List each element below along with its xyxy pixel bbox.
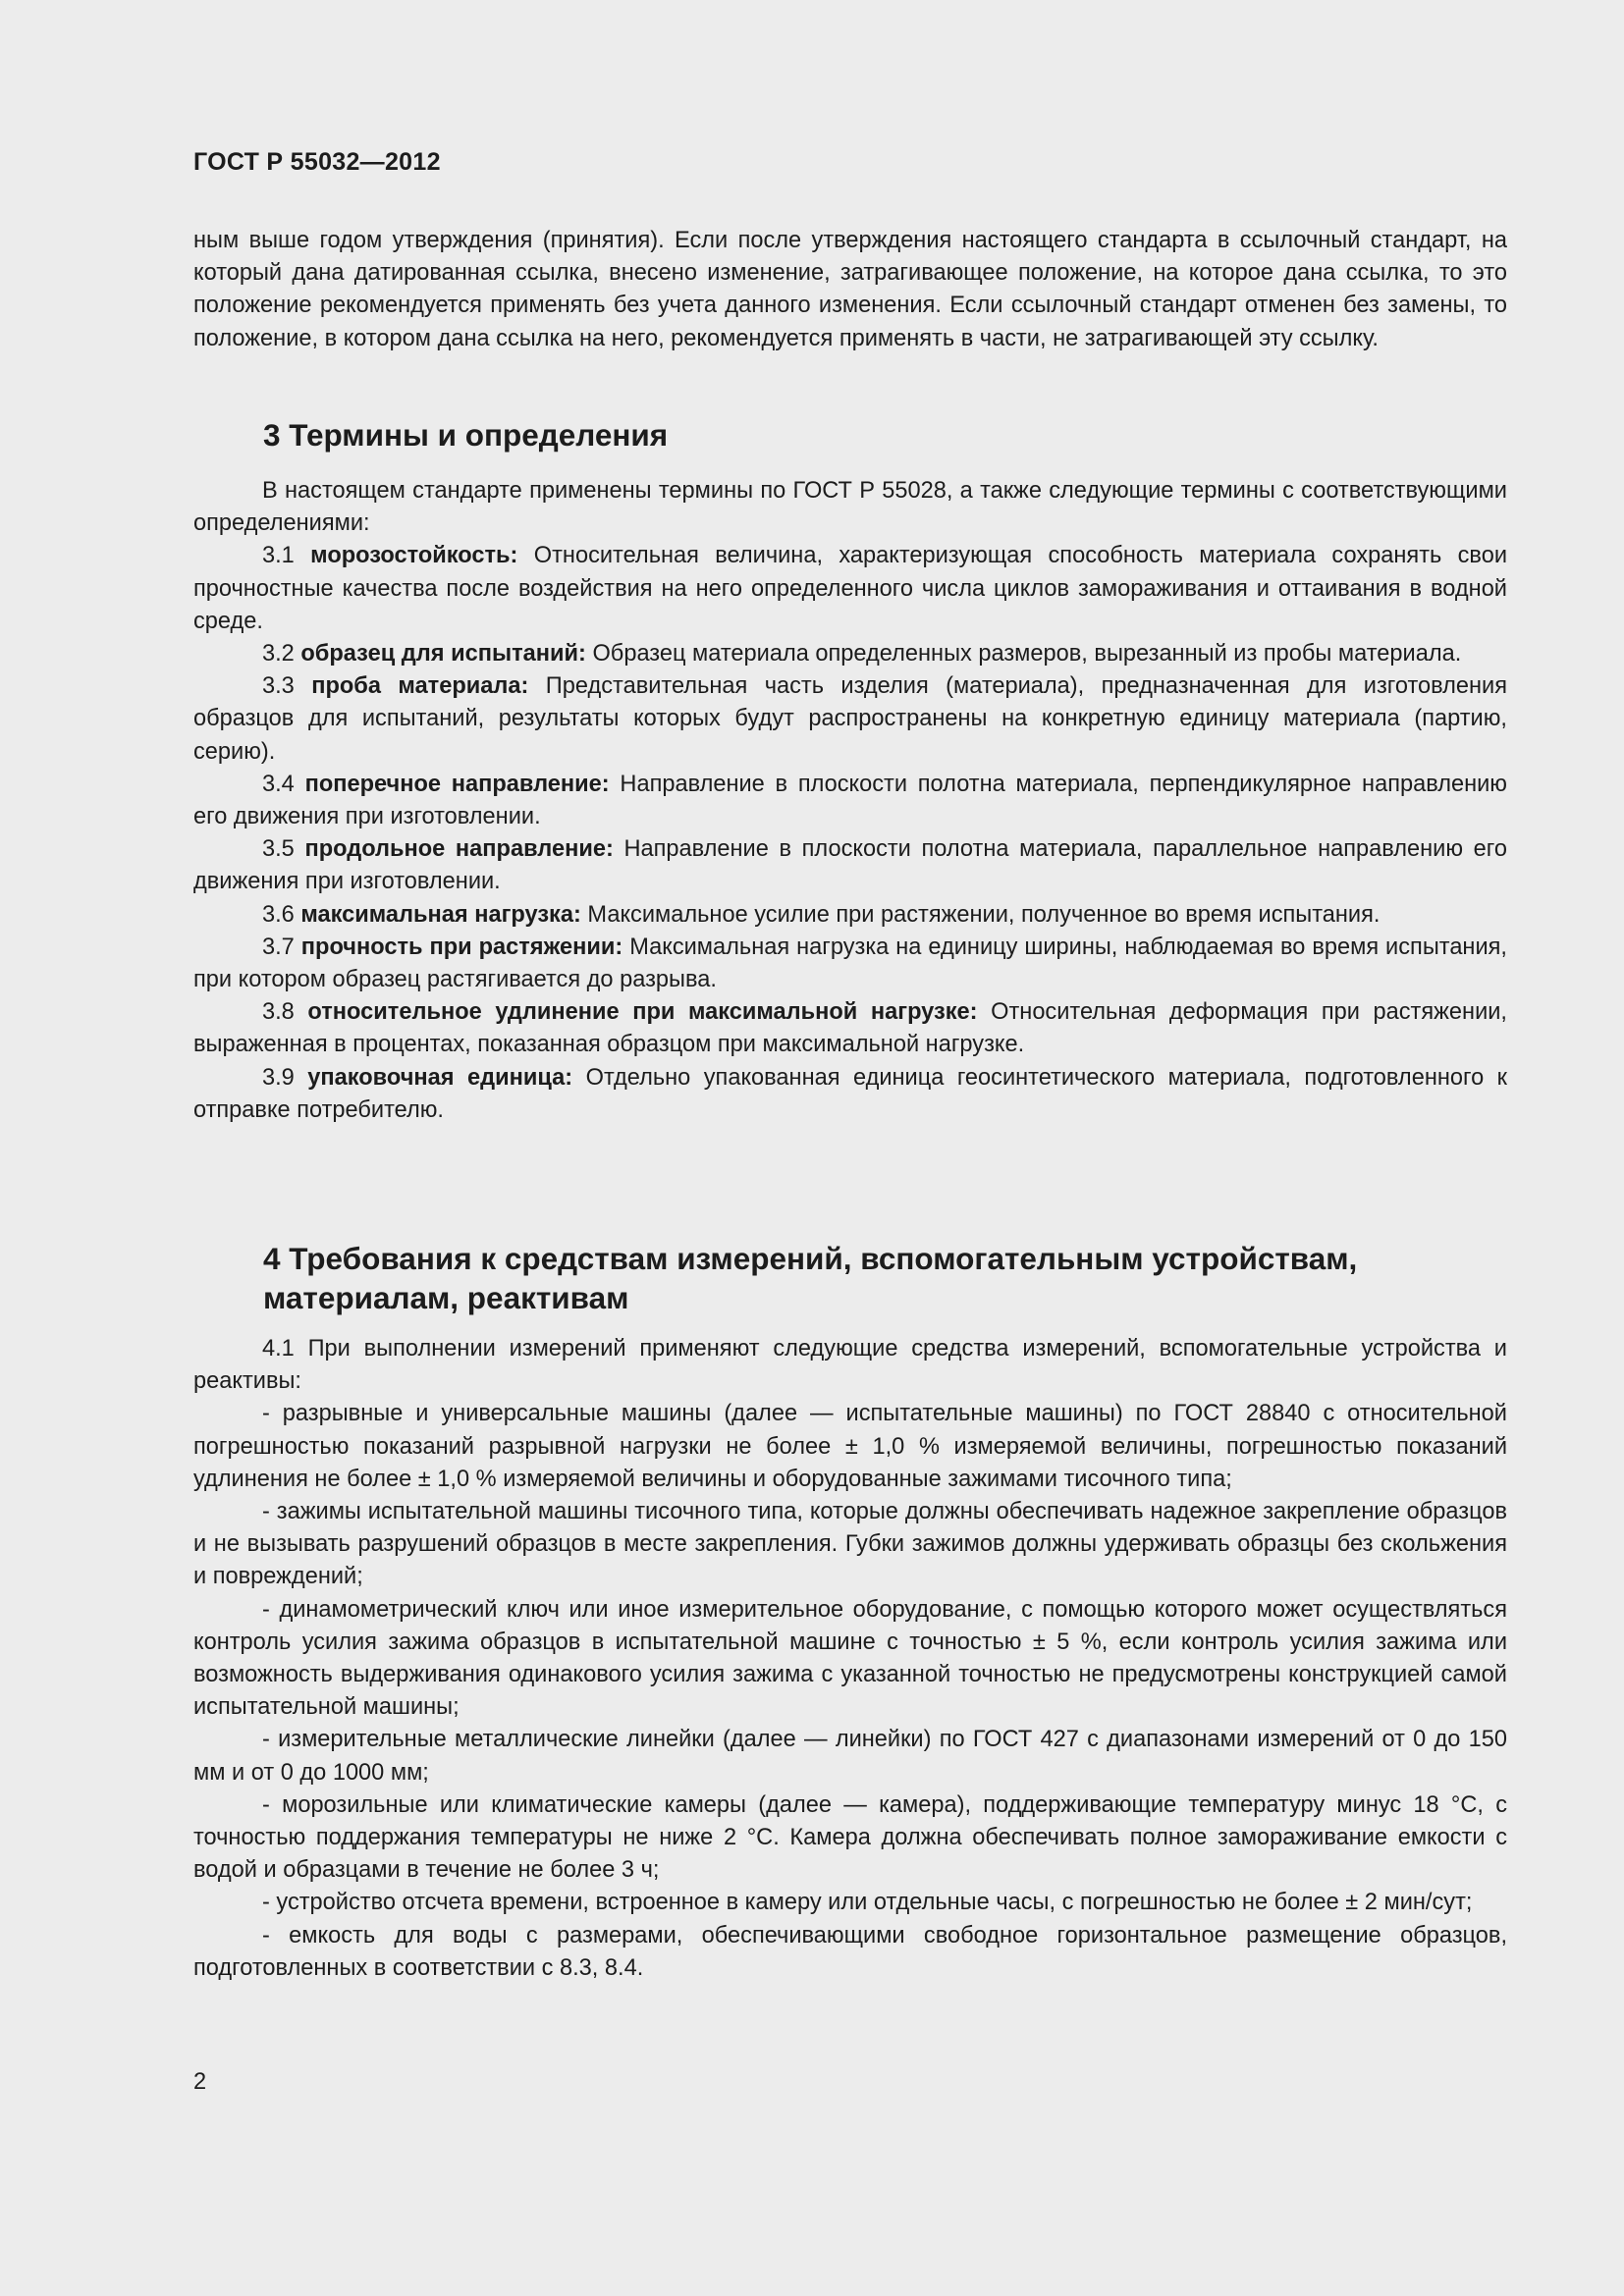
document-code-header: ГОСТ Р 55032—2012: [193, 148, 441, 176]
equipment-list-item: - емкость для воды с размерами, обеспечивающими свободное горизонтальное размещение образцов, подготовленных в соответствии с 8.3, 8.4.: [193, 1922, 1507, 1981]
intro-block: [193, 225, 1507, 355]
term-definition: [193, 670, 1507, 769]
term-name: продольное направление:: [304, 836, 614, 863]
page-number: 2: [193, 2069, 207, 2095]
term-number: 3.1: [262, 543, 295, 569]
term-definition-text: Относительная величина, характеризующая способность материала сохранять свои прочностные качества после воздействия на него определенного числа циклов замораживания и оттаивания в водной среде.: [193, 543, 1508, 634]
term-name: морозостойкость:: [310, 543, 518, 569]
term-number: 3.8: [262, 999, 295, 1026]
term-name: образец для испытаний:: [300, 641, 586, 667]
term-name: относительное удлинение при максимальной нагрузке:: [307, 999, 978, 1026]
term-name: упаковочная единица:: [307, 1064, 573, 1091]
term-definition: [193, 996, 1507, 1061]
term-number: 3.7: [262, 934, 295, 960]
equipment-list-item: - зажимы испытательной машины тисочного типа, которые должны обеспечивать надежное закрепление образцов и не вызывать разрушений образцов в месте закрепления. Губки зажимов должны удерживать образцы без скольжения и повреждений;: [193, 1499, 1507, 1590]
term-definition: [193, 1062, 1507, 1127]
section-3-lead: В настоящем стандарте применены термины по ГОСТ Р 55028, а также следующие термины с соответствующими определениями:: [193, 478, 1507, 537]
term-definition: [193, 638, 1507, 670]
term-name: проба материала:: [311, 673, 529, 700]
equipment-list-item: - морозильные или климатические камеры (далее — камера), поддерживающие температуру минус 18 °С, с точностью поддержания температуры не ниже 2 °С. Камера должна обеспечивать полное замораживание емкости с водой и образцами в течение не более 3 ч;: [193, 1791, 1507, 1884]
term-definition: [193, 932, 1507, 996]
equipment-list-item: - динамометрический ключ или иное измерительное оборудование, с помощью которого может осуществляться контроль усилия зажима образцов в испытательной машине с точностью ± 5 %, если контроль усилия зажима или возможность выдерживания одинакового усилия зажима с указанной точностью не предусмотрены конструкцией самой испытательной машины;: [193, 1596, 1507, 1721]
equipment-list-item: - разрывные и универсальные машины (далее — испытательные машины) по ГОСТ 28840 с относительной погрешностью показаний разрывной нагрузки не более ± 1,0 % измеряемой величины, погрешностью показаний удлинения не более ± 1,0 % измеряемой величины и оборудованные зажимами тисочного типа;: [193, 1401, 1507, 1492]
term-definition-text: Направление в плоскости полотна материала, параллельное направлению его движения при изготовлении.: [193, 836, 1507, 895]
term-definition: [193, 833, 1507, 898]
term-definition-text: Направление в плоскости полотна материала, перпендикулярное направлению его движения при изготовлении.: [193, 771, 1507, 830]
term-name: максимальная нагрузка:: [300, 901, 581, 928]
term-definition-text: Относительная деформация при растяжении, выраженная в процентах, показанная образцом при максимальной нагрузке.: [193, 999, 1507, 1058]
term-definition-text: Образец материала определенных размеров, вырезанный из пробы материала.: [592, 641, 1462, 667]
intro-paragraph: ным выше годом утверждения (принятия). Если после утверждения настоящего стандарта в ссылочный стандарт, на который дана датированная ссылка, внесено изменение, затрагивающее положение, на которое дана ссылка, то это положение рекомендуется применять без учета данного изменения. Если ссылочный стандарт отменен без замены, то положение, в котором дана ссылка на него, рекомендуется применять в части, не затрагивающей эту ссылку.: [193, 228, 1507, 351]
term-name: поперечное направление:: [304, 771, 610, 797]
term-number: 3.5: [262, 836, 295, 863]
term-definition: [193, 540, 1507, 638]
section-3-body: [193, 475, 1507, 1127]
term-name: прочность при растяжении:: [300, 934, 623, 960]
equipment-list-item: - устройство отсчета времени, встроенное в камеру или отдельные часы, с погрешностью не более ± 2 мин/сут;: [262, 1890, 1473, 1916]
term-definition-text: Представительная часть изделия (материала), предназначенная для изготовления образцов для испытаний, результаты которых будут распространены на конкретную единицу материала (партию, серию).: [193, 673, 1507, 765]
term-number: 3.4: [262, 771, 295, 797]
term-number: 3.9: [262, 1064, 295, 1091]
section-4-lead: 4.1 При выполнении измерений применяют следующие средства измерений, вспомогательные устройства и реактивы:: [193, 1336, 1507, 1395]
term-definition: [193, 769, 1507, 833]
term-number: 3.3: [262, 673, 295, 700]
section-4-body: [193, 1333, 1507, 1985]
term-definition-text: Максимальная нагрузка на единицу ширины, наблюдаемая во время испытания, при котором образец растягивается до разрыва.: [193, 934, 1507, 993]
equipment-list-item: - измерительные металлические линейки (далее — линейки) по ГОСТ 427 с диапазонами измерений от 0 до 150 мм и от 0 до 1000 мм;: [193, 1727, 1507, 1786]
term-definition-text: Отдельно упакованная единица геосинтетического материала, подготовленного к отправке потребителю.: [193, 1064, 1507, 1123]
section-4-heading: 4 Требования к средствам измерений, вспомогательным устройствам, материалам, реактивам: [263, 1241, 1358, 1315]
term-number: 3.2: [262, 641, 295, 667]
term-definition-text: Максимальное усилие при растяжении, полученное во время испытания.: [587, 901, 1380, 928]
term-number: 3.6: [262, 901, 295, 928]
term-definition: [193, 899, 1507, 932]
section-3-heading: 3 Термины и определения: [263, 417, 669, 453]
